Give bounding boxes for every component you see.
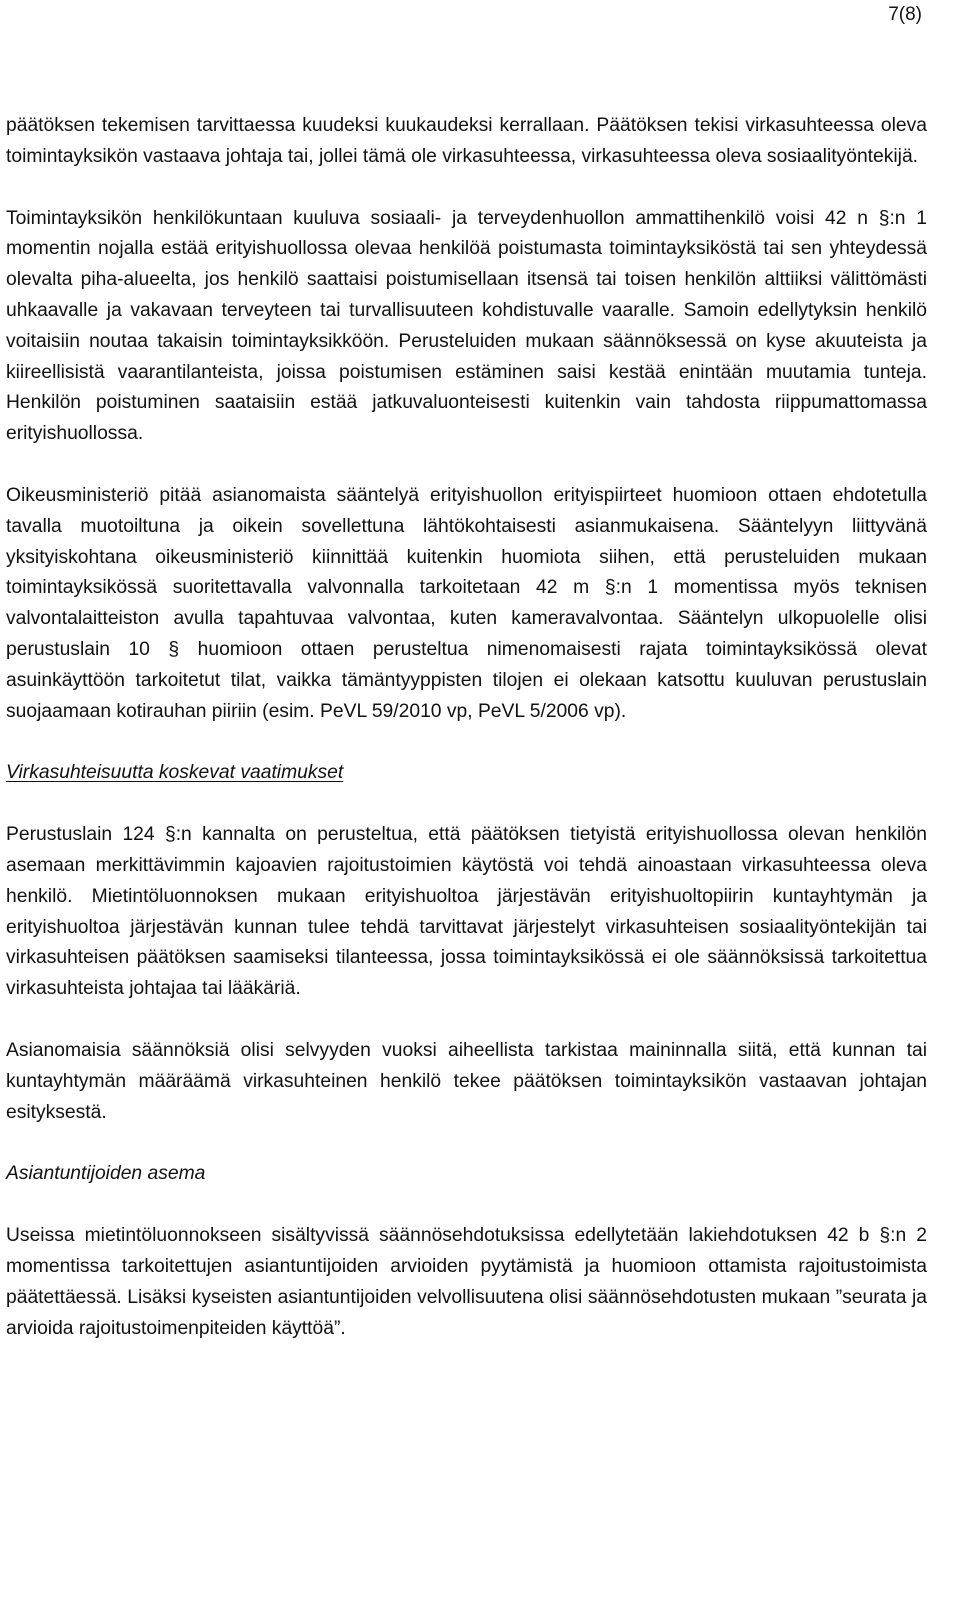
document-body xyxy=(6,111,927,1344)
paragraph-3: Oikeusministeriö pitää asianomaista sääntelyä erityishuollon erityispiirteet huomioon ottaen ehdotetulla tavalla muotoiltuna ja oikein sovellettuna lähtökohtaisesti asianmukaisena. Sääntelyyn liittyvänä yksityiskohtana oikeusministeriö kiinnittää kuitenkin huomiota siihen, että perusteluiden mukaan toimintayksikössä suoritettavalla valvonnalla tarkoitetaan 42 m §:n 1 momentissa myös teknisen valvontalaitteiston avulla tapahtuvaa valvontaa, kuten kameravalvontaa. Sääntelyn ulkopuolelle olisi perustuslain 10 § huomioon ottaen perusteltua nimenomaisesti rajata toimintayksikössä olevat asuinkäyttöön tarkoitetut tilat, vaikka tämäntyyppisten tilojen ei olekaan katsottu kuuluvan perustuslain suojaamaan kotirauhan piiriin (esim. PeVL 59/2010 vp, PeVL 5/2006 vp). xyxy=(6,484,927,722)
paragraph-5: Asianomaisia säännöksiä olisi selvyyden vuoksi aiheellista tarkistaa maininnalla siitä, että kunnan tai kuntayhtymän määräämä virkasuhteinen henkilö tekee päätöksen toimintayksikön vastaavan johtajan esityksestä. xyxy=(6,1039,927,1123)
paragraph-4: Perustuslain 124 §:n kannalta on perusteltua, että päätöksen tietyistä erityishuollossa olevan henkilön asemaan merkittävimmin kajoavien rajoitustoimien käytöstä voi tehdä ainoastaan virkasuhteessa oleva henkilö. Mietintöluonnoksen mukaan erityishuoltoa järjestävän erityishuoltopiirin kuntayhtymän ja erityishuoltoa järjestävän kunnan tulee tehdä tarvittavat järjestelyt virkasuhteisen sosiaalityöntekijän tai virkasuhteisen päätöksen saamiseksi tilanteessa, jossa toimintayksikössä ei ole säännöksissä tarkoitettua virkasuhteista johtajaa tai lääkäriä. xyxy=(6,824,927,1000)
section-heading-asiantuntijat: Asiantuntijoiden asema xyxy=(6,1163,206,1185)
paragraph-6: Useissa mietintöluonnokseen sisältyvissä säännösehdotuksissa edellytetään lakiehdotuksen 42 b §:n 2 momentissa tarkoitettujen asiantuntijoiden arvioiden pyytämistä ja huomioon ottamista rajoitustoimista päätettäessä. Lisäksi kyseisten asiantuntijoiden velvollisuutena olisi säännösehdotusten mukaan ”seurata ja arvioida rajoitustoimenpiteiden käyttöä”. xyxy=(6,1225,927,1339)
page-number: 7(8) xyxy=(888,4,922,25)
paragraph-1: päätöksen tekemisen tarvittaessa kuudeksi kuukaudeksi kerrallaan. Päätöksen tekisi virkasuhteessa oleva toimintayksikön vastaava johtaja tai, jollei tämä ole virkasuhteessa, virkasuhteessa oleva sosiaalityöntekijä. xyxy=(6,115,927,167)
section-heading-virkasuhteisuus: Virkasuhteisuutta koskevat vaatimukset xyxy=(6,762,344,784)
paragraph-2: Toimintayksikön henkilökuntaan kuuluva sosiaali- ja terveydenhuollon ammattihenkilö voisi 42 n §:n 1 momentin nojalla estää erityishuollossa olevaa henkilöä poistumasta toimintayksiköstä tai sen yhteydessä olevalta piha-alueelta, jos henkilö saattaisi poistumisellaan itsensä tai toisen henkilön alttiiksi välittömästi uhkaavalle ja vakavaan terveyteen tai turvallisuuteen kohdistuvalle vaaralle. Samoin edellytyksin henkilö voitaisiin noutaa takaisin toimintayksikköön. Perusteluiden mukaan säännöksessä on kyse akuuteista ja kiireellisistä vaarantilanteista, joissa poistumisen estäminen saisi kestää enintään muutamia tunteja. Henkilön poistuminen saataisiin estää jatkuvaluonteisesti kuitenkin vain tahdosta riippumattomassa erityishuollossa. xyxy=(6,207,927,445)
